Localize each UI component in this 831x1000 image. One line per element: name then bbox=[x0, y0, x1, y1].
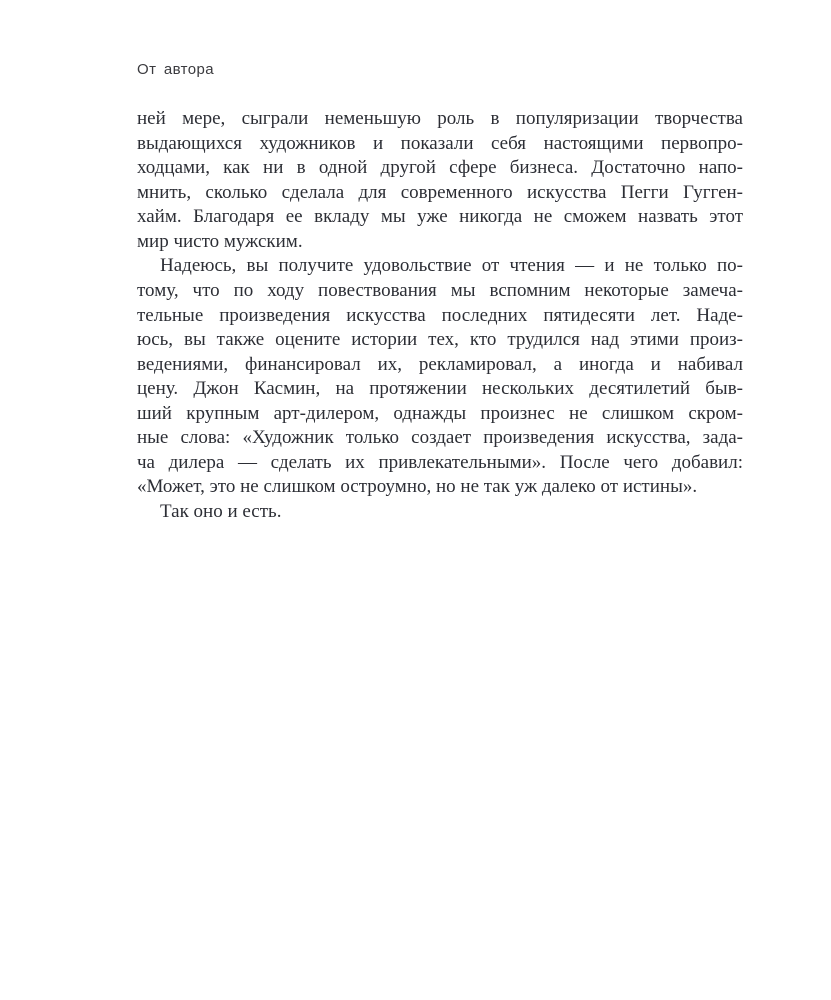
text-line: ные слова: «Художник только создает произведения искусства, зада- bbox=[137, 427, 743, 449]
body-text-block bbox=[137, 107, 743, 525]
paragraph bbox=[137, 107, 743, 254]
text-line: ший крупным арт-дилером, однажды произнес не слишком скром- bbox=[137, 402, 743, 424]
text-line: юсь, вы также оцените истории тех, кто трудился над этими произ- bbox=[137, 329, 743, 351]
text-line: мнить, сколько сделала для современного искусства Пегги Гугген- bbox=[137, 181, 743, 203]
text-line: цену. Джон Касмин, на протяжении нескольких десятилетий быв- bbox=[137, 378, 743, 400]
paragraph bbox=[137, 500, 743, 525]
text-line: Надеюсь, вы получите удовольствие от чтения — и не только по- bbox=[160, 255, 743, 277]
text-line: «Может, это не слишком остроумно, но не так уж далеко от истины». bbox=[137, 476, 698, 498]
text-line: выдающихся художников и показали себя настоящими первопро- bbox=[137, 132, 743, 154]
text-line: тельные произведения искусства последних пятидесяти лет. Наде- bbox=[137, 304, 743, 326]
text-line: мир чисто мужским. bbox=[137, 230, 303, 252]
text-line: ведениями, финансировал их, рекламировал, а иногда и набивал bbox=[137, 353, 743, 375]
text-line: тому, что по ходу повествования мы вспомним некоторые замеча- bbox=[137, 279, 743, 301]
text-line: ходцами, как ни в одной другой сфере бизнеса. Достаточно напо- bbox=[137, 157, 743, 179]
text-line: хайм. Благодаря ее вкладу мы уже никогда не сможем назвать этот bbox=[137, 206, 743, 228]
text-line: Так оно и есть. bbox=[160, 501, 282, 522]
text-line: ней мере, сыграли неменьшую роль в популяризации творчества bbox=[137, 108, 743, 129]
running-header: От автора bbox=[137, 61, 215, 78]
text-line: ча дилера — сделать их привлекательными». После чего добавил: bbox=[137, 451, 743, 473]
paragraph bbox=[137, 254, 743, 500]
